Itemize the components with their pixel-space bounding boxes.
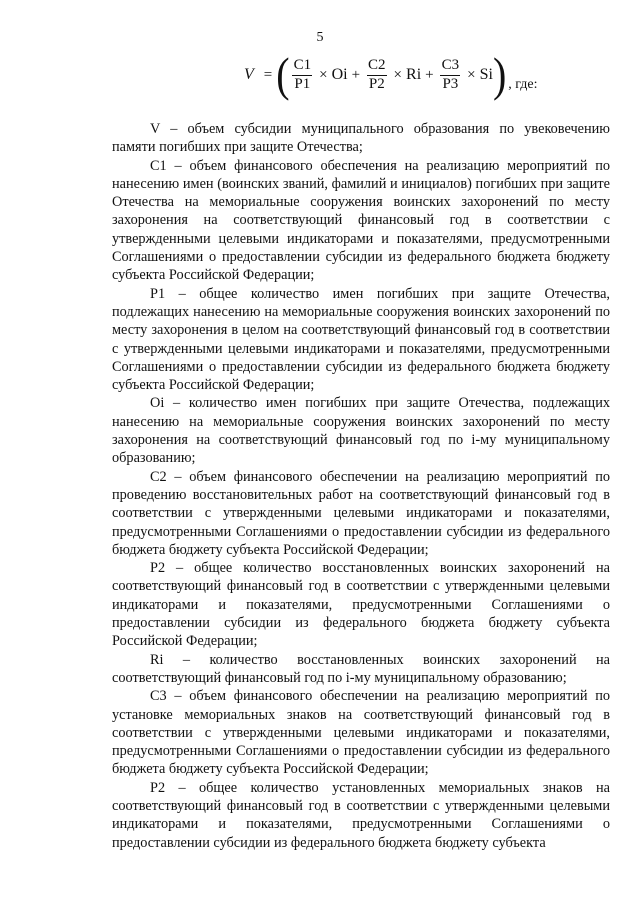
subsidy-formula: [244, 47, 538, 102]
definition-p1: P1 – общее количество имен погибших при защите Отечества, подлежащих нанесению на мемориальные сооружения воинских захоронений по месту захоронения в целом на соответствующий финансовый год в соответствии с утвержденными целевыми индикаторами и показателями, предусмотренными Соглашениями о предоставлении субсидии из федерального бюджета бюджету субъекта Российской Федерации;: [112, 285, 610, 394]
times-sign: ×: [319, 66, 328, 83]
fraction-c2-p2: [366, 57, 388, 93]
formula-close-paren: ): [492, 47, 507, 102]
definition-c2: C2 – объем финансового обеспечении на реализацию мероприятий по проведению восстановительных работ на соответствующий финансовый год в соответствии с утвержденными целевыми индикаторами и показателями, предусмотренными Соглашениями о предоставлении субсидии из федерального бюджета бюджету субъекта Российской Федерации;: [112, 468, 610, 558]
fraction-c3-p3: [440, 57, 462, 93]
factor-ri: Ri: [406, 66, 422, 83]
times-sign: ×: [467, 66, 476, 83]
definition-ri: Ri – количество восстановленных воинских захоронений на соответствующий финансовый год по i-му муниципальному образованию;: [112, 651, 610, 686]
definition-p2-markers: P2 – общее количество установленных мемориальных знаков на соответствующий финансовый год в соответствии с утвержденными целевыми индикаторами и показателями, предусмотренными Соглашениями о предоставлении субсидии из федерального бюджета бюджету субъекта: [112, 779, 610, 851]
definition-v: V – объем субсидии муниципального образования по увековечению памяти погибших при защите Отечества;: [112, 121, 610, 156]
definition-c1: C1 – объем финансового обеспечения на реализацию мероприятий по нанесению имен (воинских званий, фамилий и инициалов) погибших при защите Отечества на мемориальные сооружения воинских захоронений по месту захоронения на соответствующий финансовый год в соответствии с утвержденными целевыми индикаторами и показателями, предусмотренными Соглашениями о предоставлении субсидии из федерального бюджета бюджету субъекта Российской Федерации;: [112, 157, 610, 284]
fraction-numerator: C1: [293, 57, 312, 74]
fraction-denominator: P2: [368, 75, 385, 92]
formula-where-label: , где:: [508, 77, 538, 92]
formula-lhs: V: [244, 66, 254, 83]
page-number: 5: [316, 30, 324, 45]
definition-c3: C3 – объем финансового обеспечении на реализацию мероприятий по установке мемориальных знаков на соответствующий финансовый год в соответствии с утвержденными целевыми индикаторами и показателями, предусмотренными Соглашениями о предоставлении субсидии из федерального бюджета бюджету субъекта Российской Федерации;: [112, 688, 610, 778]
formula-equals: =: [263, 66, 273, 83]
fraction-numerator: C3: [441, 57, 460, 74]
formula-open-paren: (: [276, 47, 290, 102]
fraction-numerator: C2: [368, 57, 386, 74]
definition-p2: P2 – общее количество восстановленных воинских захоронений на соответствующий финансовый год в соответствии с утвержденными целевыми индикаторами и показателями, предусмотренными Соглашениями о предоставлении субсидии из федерального бюджета бюджету субъекта Российской Федерации;: [112, 560, 610, 650]
factor-oi: Oi: [331, 66, 348, 83]
times-sign: ×: [393, 66, 403, 83]
fraction-c1-p1: [292, 57, 314, 93]
definition-oi: Oi – количество имен погибших при защите Отечества, подлежащих нанесению на мемориальные сооружения воинских захоронений по месту захоронения на соответствующий финансовый год по i-му муниципальному образованию;: [112, 395, 610, 467]
fraction-denominator: P1: [294, 75, 311, 92]
plus-sign: +: [351, 66, 361, 83]
definitions-text: [112, 120, 610, 852]
factor-si: Si: [479, 66, 493, 83]
fraction-denominator: P3: [442, 75, 459, 92]
plus-sign: +: [425, 66, 434, 83]
